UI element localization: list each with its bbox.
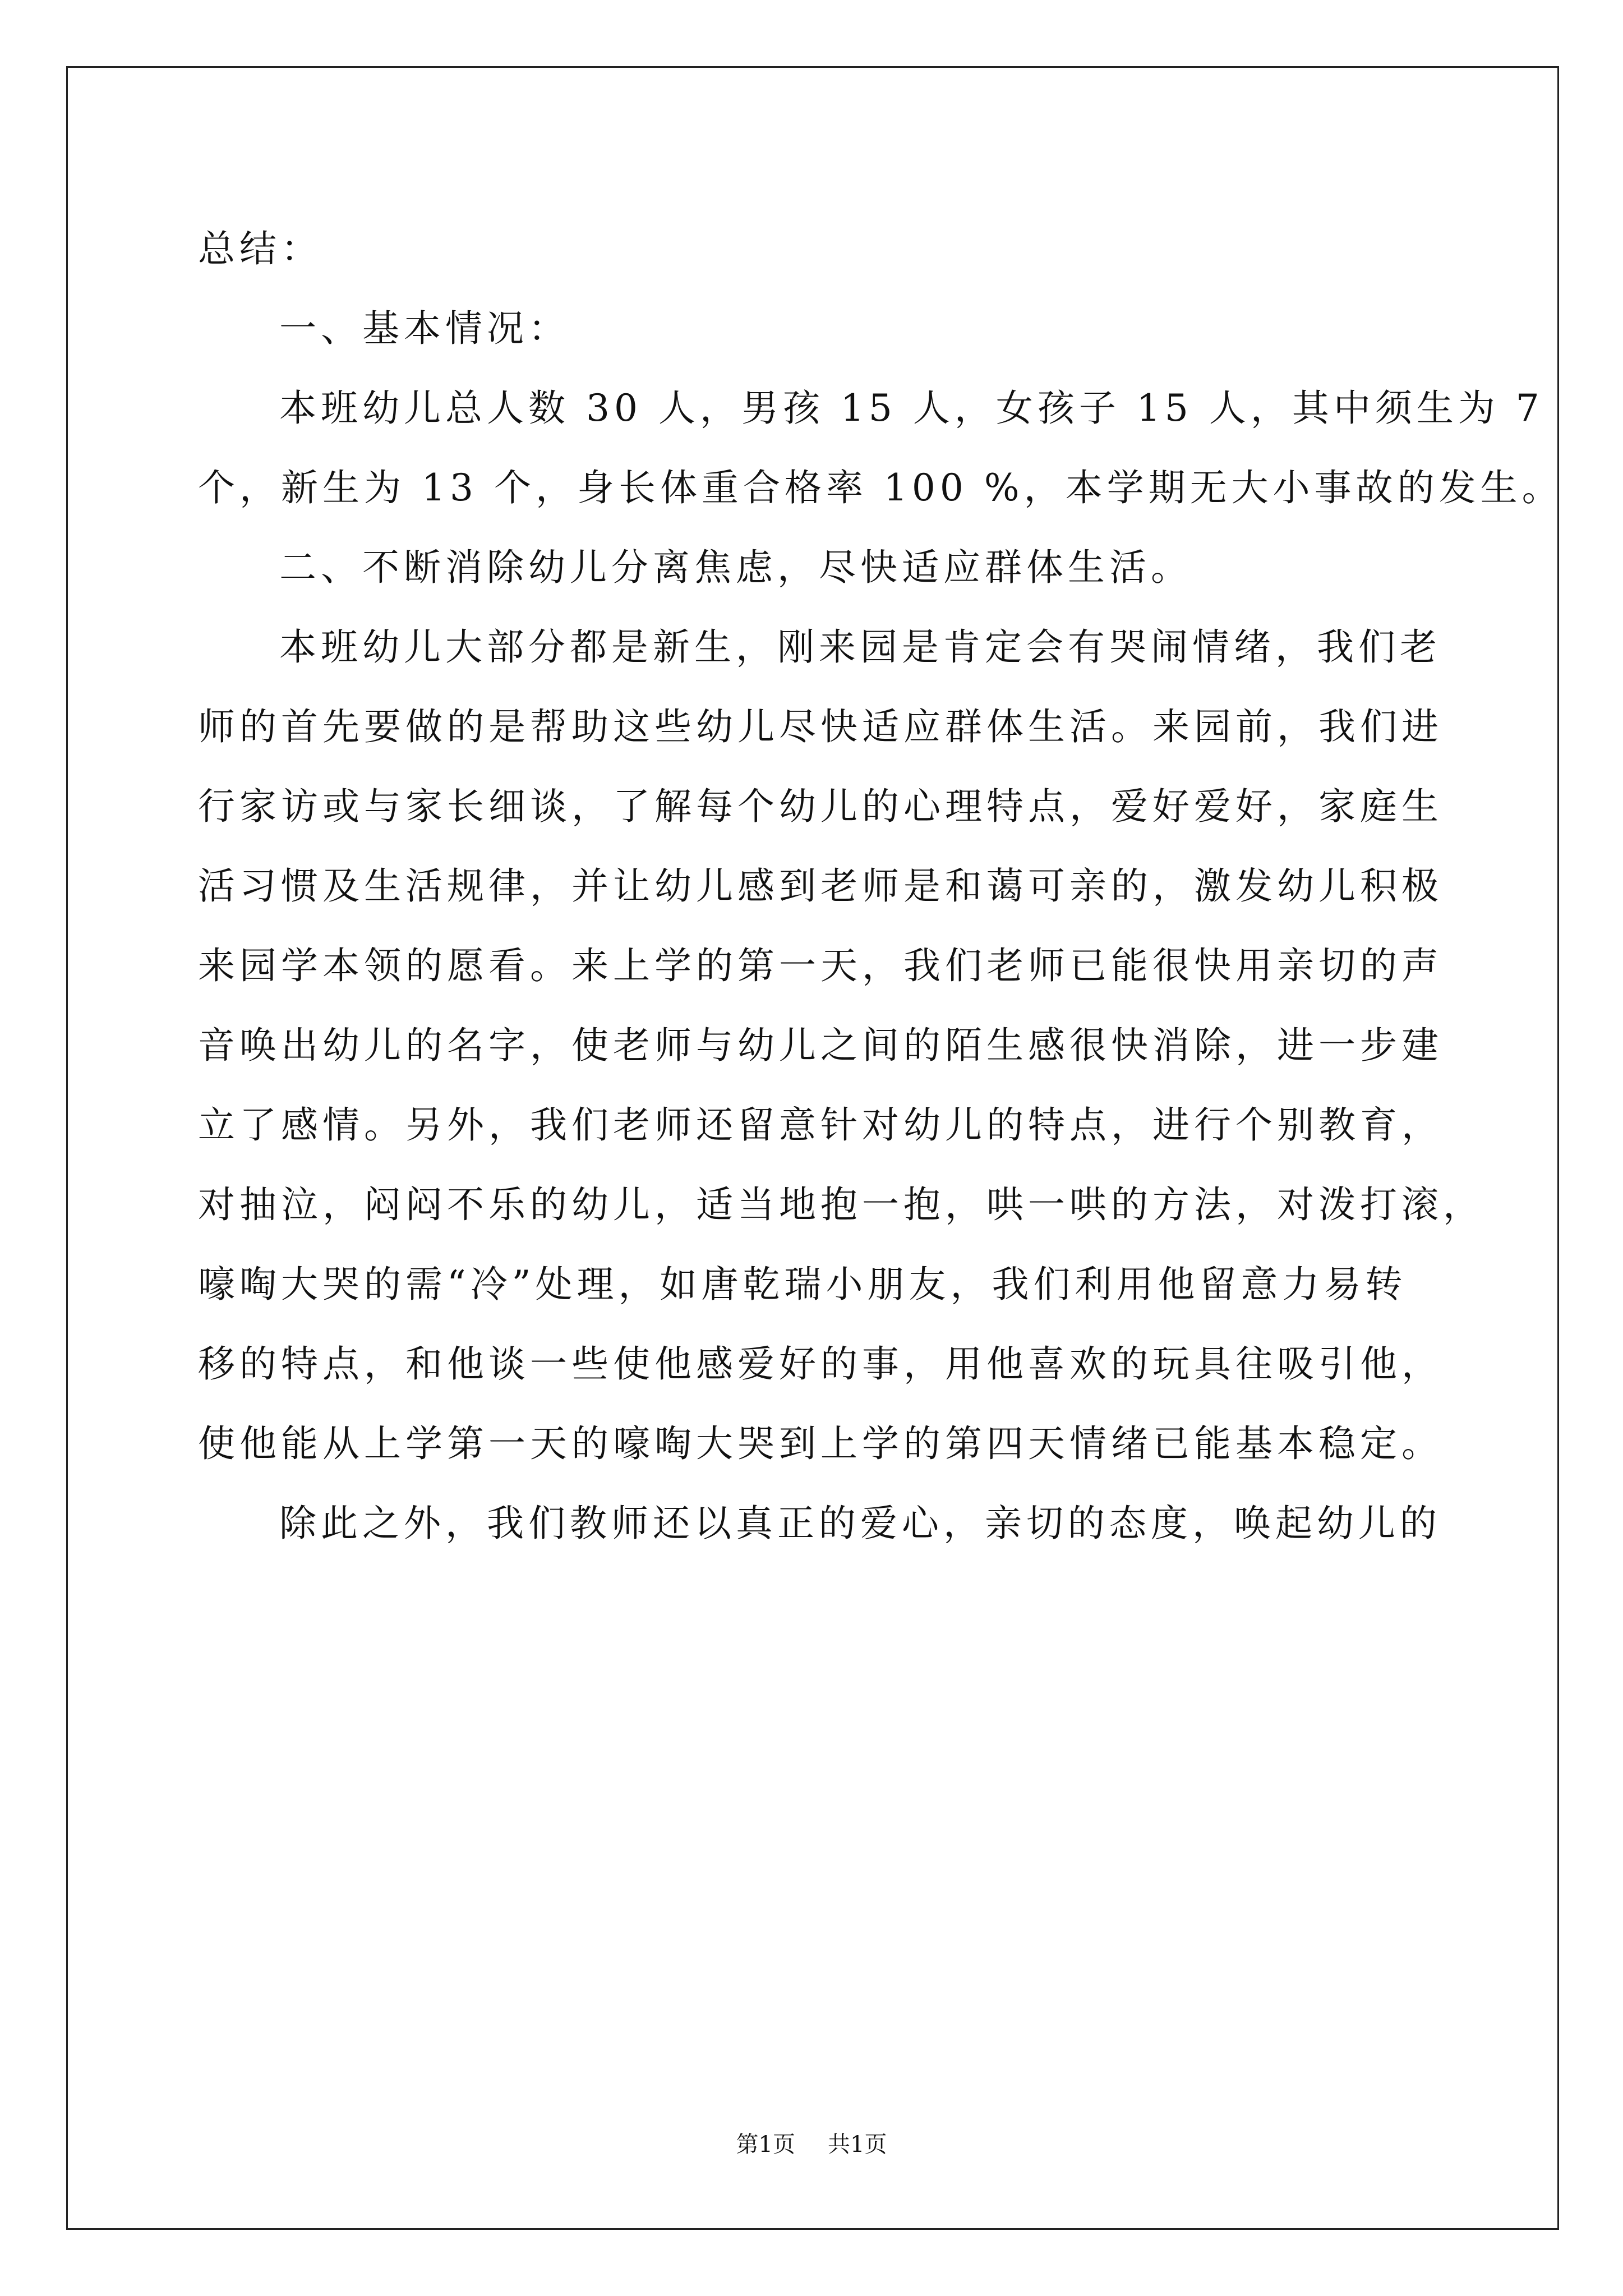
text-line-2: 一、基本情况： [279,307,570,350]
page-footer [0,2131,1623,2159]
text-line-13: 对抽泣，闷闷不乐的幼儿，适当地抱一抱，哄一哄的方法，对泼打滚， [198,1183,1484,1226]
text-line-16: 使他能从上学第一天的嚎啕大哭到上学的第四天情绪已能基本稳定。 [198,1422,1443,1465]
text-line-3: 本班幼儿总人数 30 人，男孩 15 人，女孩子 15 人，其中须生为 7 [279,386,1544,430]
page-number: 第1页 [736,2132,795,2157]
text-line-9: 活习惯及生活规律，并让幼儿感到老师是和蔼可亲的，激发幼儿积极 [198,864,1443,908]
text-line-14: 嚎啕大哭的需“冷”处理，如唐乾瑞小朋友，我们利用他留意力易转 [198,1263,1407,1306]
text-line-5: 二、不断消除幼儿分离焦虑，尽快适应群体生活。 [279,546,1192,589]
text-line-4: 个，新生为 13 个，身长体重合格率 100 %，本学期无大小事故的发生。 [198,466,1564,509]
text-line-15: 移的特点，和他谈一些使他感爱好的事，用他喜欢的玩具往吸引他， [198,1342,1443,1386]
text-line-12: 立了感情。另外，我们老师还留意针对幼儿的特点，进行个别教育， [198,1103,1443,1147]
text-line-7: 师的首先要做的是帮助这些幼儿尽快适应群体生活。来园前，我们进 [198,705,1443,748]
text-line-11: 音唤出幼儿的名字，使老师与幼儿之间的陌生感很快消除，进一步建 [198,1024,1443,1067]
text-line-10: 来园学本领的愿看。来上学的第一天，我们老师已能很快用亲切的声 [198,944,1443,987]
text-line-17: 除此之外，我们教师还以真正的爱心，亲切的态度，唤起幼儿的 [279,1502,1441,1545]
text-line-1: 总结： [198,227,322,270]
text-line-6: 本班幼儿大部分都是新生，刚来园是肯定会有哭闹情绪，我们老 [279,625,1441,669]
page-total: 共1页 [828,2132,887,2157]
text-line-8: 行家访或与家长细谈，了解每个幼儿的心理特点，爱好爱好，家庭生 [198,785,1443,828]
